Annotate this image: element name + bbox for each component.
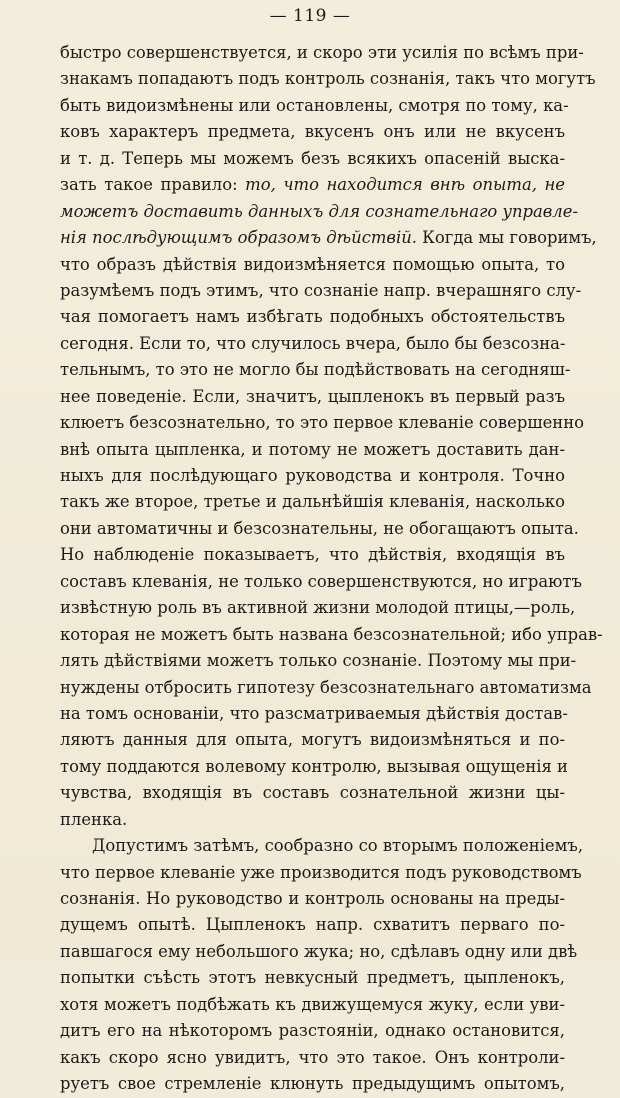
text-line-rule: можетъ доставить данныхъ для сознательнаго управле- <box>60 201 578 221</box>
text-line: хотя можетъ подбѣжать къ движущемуся жуку, если уви- <box>60 994 565 1014</box>
text-line: ляютъ данныя для опыта, могутъ видоизмѣняться и по- <box>60 730 565 750</box>
text-line: быть видоизмѣнены или остановлены, смотря по тому, ка- <box>60 95 569 115</box>
text-line: клюетъ безсознательно, то это первое клеваніе совершенно <box>60 413 584 433</box>
text-line-rule <box>60 172 565 198</box>
text-line: внѣ опыта цыпленка, и потому не можетъ доставить дан- <box>60 439 565 459</box>
text-line: чая помогаетъ намъ избѣгать подобныхъ обстоятельствъ <box>60 307 565 327</box>
text-line: что первое клеваніе уже производится подъ руководствомъ <box>60 862 582 882</box>
text-line: попытки съѣсть этотъ невкусный предметъ, цыпленокъ, <box>60 968 565 988</box>
page-number: — 119 — <box>269 6 351 26</box>
text-line: извѣстную роль въ активной жизни молодой птицы,—роль, <box>60 598 576 618</box>
body-text <box>60 40 603 1098</box>
text-line: павшагося ему небольшого жука; но, сдѣлавъ одну или двѣ <box>60 941 578 961</box>
text-line: тельнымъ, то это не могло бы подѣйствовать на сегодняш- <box>60 360 571 380</box>
text-line: Но наблюденіе показываетъ, что дѣйствія, входящія въ <box>60 545 565 565</box>
emphasized-rule: нія послѣдующимъ образомъ дѣйствій. <box>60 228 417 248</box>
text-line: чувства, входящія въ составъ сознательной жизни цы- <box>60 783 565 803</box>
text-line: руетъ свое стремленіе клюнуть предыдущимъ опытомъ, <box>60 1074 565 1094</box>
emphasized-rule: то, что находится внѣ опыта, не <box>245 175 565 195</box>
text-line: нее поведеніе. Если, значитъ, цыпленокъ въ первый разъ <box>60 386 565 406</box>
text-line: лять дѣйствіями можетъ только сознаніе. Поэтому мы при- <box>60 651 577 671</box>
text-line: знакамъ попадаютъ подъ контроль сознанія, такъ что могутъ <box>60 69 596 89</box>
text-line: дитъ его на нѣкоторомъ разстояніи, однако остановится, <box>60 1021 565 1041</box>
text-line: быстро совершенствуется, и скоро эти усилія по всѣмъ при- <box>60 43 584 62</box>
text-line: ковъ характеръ предмета, вкусенъ онъ или не вкусенъ <box>60 122 565 142</box>
text-line: тому поддаются волевому контролю, вызывая ощущенія и <box>60 756 568 776</box>
text-line: ныхъ для послѣдующаго руководства и контроля. Точно <box>60 466 565 485</box>
text-line: которая не можетъ быть названа безсознательной; ибо управ- <box>60 624 603 644</box>
text-line: составъ клеванія, не только совершенствуются, но играютъ <box>60 571 582 591</box>
text-line: на томъ основаніи, что разсматриваемыя дѣйствія достав- <box>60 703 568 723</box>
body-text-continued <box>60 252 603 1098</box>
text-line: и т. д. Теперь мы можемъ безъ всякихъ опасеній выска- <box>60 148 565 168</box>
text-segment: Когда мы говоримъ, <box>416 228 597 248</box>
text-line: сознанія. Но руководство и контроль основаны на преды- <box>60 889 565 908</box>
text-line: они автоматичны и безсознательны, не обогащаютъ опыта. <box>60 518 579 538</box>
text-line-rule <box>60 225 597 251</box>
text-line: разумѣемъ подъ этимъ, что сознаніе напр. вчерашняго слу- <box>60 280 582 300</box>
text-line: сегодня. Если то, что случилось вчера, было бы безсозна- <box>60 333 566 353</box>
text-line: нуждены отбросить гипотезу безсознательнаго автоматизма <box>60 677 592 697</box>
text-line: что образъ дѣйствія видоизмѣняется помощью опыта, то <box>60 254 565 274</box>
text-line: такъ же второе, третье и дальнѣйшія клеванія, насколько <box>60 492 565 512</box>
text-line: какъ скоро ясно увидитъ, что это такое. Онъ контроли- <box>60 1047 565 1067</box>
text-line: пленка. <box>60 809 128 829</box>
text-segment: зать такое правило: <box>60 175 246 195</box>
text-line: дущемъ опытѣ. Цыпленокъ напр. схватитъ перваго по- <box>60 915 565 935</box>
text-line: Допустимъ затѣмъ, сообразно со вторымъ положеніемъ, <box>92 836 584 856</box>
